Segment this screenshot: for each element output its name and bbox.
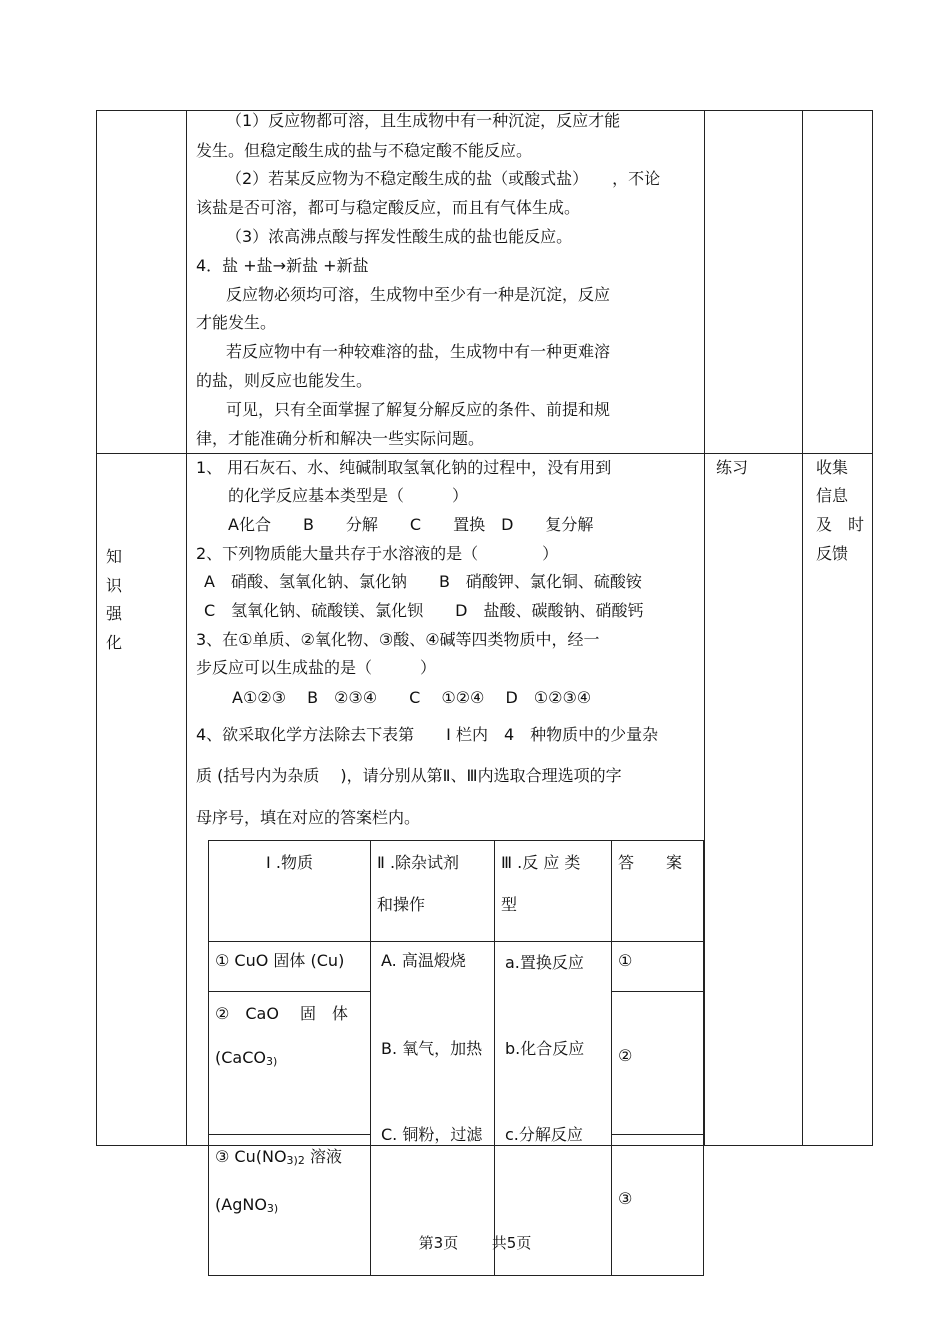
header-cell — [209, 841, 371, 942]
section-label-char: 化 — [105, 633, 122, 652]
text-line: 反应物必须均可溶，生成物中至少有一种是沉淀，反应 — [226, 285, 611, 304]
reagent-cell — [371, 942, 495, 1276]
header-cell — [495, 841, 612, 942]
answer-cell[interactable] — [612, 992, 704, 1135]
header-text: 和操作 — [377, 895, 426, 914]
substance-text-part: (AgNO — [215, 1195, 267, 1214]
substance-text — [215, 1195, 364, 1219]
substance-subscript: 3)2 — [286, 1154, 305, 1167]
substance-text-part: 溶液 — [309, 1147, 342, 1166]
reagent-option: A. 高温煅烧 — [381, 951, 466, 970]
row-divider — [96, 453, 873, 454]
answer-marker: ③ — [618, 1189, 633, 1208]
impurity-table — [208, 840, 704, 1276]
text-line: 该盐是否可溶，都可与稳定酸反应，而且有气体生成。 — [196, 198, 581, 217]
section-label-char: 强 — [105, 604, 122, 623]
text-line: 的盐，则反应也能发生。 — [196, 371, 373, 390]
text-line: 发生。但稳定酸生成的盐与不稳定酸不能反应。 — [196, 141, 533, 160]
substance-text: ① CuO 固体 (Cu) — [215, 951, 345, 970]
header-text: Ⅰ .物质 — [266, 853, 313, 872]
question-line: 步反应可以生成盐的是（ ） — [196, 658, 437, 677]
question-line: 质 (括号内为杂质 )，请分别从第Ⅱ、Ⅲ内选取合理选项的字 — [196, 766, 622, 785]
substance-text — [215, 1048, 364, 1072]
reagent-option: C. 铜粉，过滤 — [381, 1125, 483, 1144]
answer-cell[interactable] — [612, 942, 704, 992]
question-line: 1、 用石灰石、水、纯碱制取氢氧化钠的过程中，没有用到 — [196, 458, 612, 477]
answer-options: C 氢氧化钠、硫酸镁、氯化钡 D 盐酸、碳酸钠、硝酸钙 — [204, 601, 644, 620]
section-label-char: 知 — [105, 547, 122, 566]
question-line: 3、在①单质、②氧化物、③酸、④碱等四类物质中，经一 — [196, 630, 600, 649]
substance-cell — [209, 1135, 371, 1276]
header-text: 答 案 — [618, 853, 683, 872]
answer-options: A化合 B 分解 C 置换 D 复分解 — [228, 515, 594, 534]
reaction-option: a.置换反应 — [505, 953, 584, 972]
answer-options: A 硝酸、氢氧化钠、氯化钠 B 硝酸钾、氯化铜、硫酸铵 — [204, 572, 642, 591]
purpose-line: 信息 — [816, 486, 849, 505]
header-text: 型 — [501, 895, 518, 914]
text-line: 可见，只有全面掌握了解复分解反应的条件、前提和规 — [226, 400, 611, 419]
page-number: 第3页 — [418, 1234, 459, 1252]
question-line: 的化学反应基本类型是（ ） — [228, 486, 469, 505]
text-line: 4．盐 +盐→新盐 +新盐 — [196, 256, 369, 275]
answer-marker: ① — [618, 951, 633, 970]
text-line: （1）反应物都可溶，且生成物中有一种沉淀，反应才能 — [226, 111, 621, 130]
question-line: 母序号，填在对应的答案栏内。 — [196, 808, 421, 827]
col-divider — [186, 110, 187, 1146]
header-cell — [612, 841, 704, 942]
header-text: Ⅲ .反 应 类 — [501, 853, 581, 872]
header-cell — [371, 841, 495, 942]
substance-cell — [209, 942, 371, 992]
purpose-line: 及 时 — [816, 515, 865, 534]
reaction-option: c.分解反应 — [505, 1125, 583, 1144]
substance-text: ② CaO 固 体 — [215, 1004, 349, 1023]
question-line: 4、欲采取化学方法除去下表第 Ⅰ 栏内 4 种物质中的少量杂 — [196, 725, 659, 744]
purpose-line: 反馈 — [816, 544, 849, 563]
answer-cell[interactable] — [612, 1135, 704, 1276]
text-line: 律，才能准确分析和解决一些实际问题。 — [196, 429, 485, 448]
reagent-option: B. 氧气，加热 — [381, 1039, 483, 1058]
text-line: （3）浓高沸点酸与挥发性酸生成的盐也能反应。 — [226, 227, 573, 246]
substance-text-part: ③ Cu(NO — [215, 1147, 287, 1166]
reaction-type-cell — [495, 942, 612, 1276]
substance-text-part: (CaCO — [215, 1048, 266, 1067]
substance-text — [215, 1147, 364, 1171]
header-text: Ⅱ .除杂试剂 — [377, 853, 460, 872]
text-line: 才能发生。 — [196, 313, 277, 332]
table-row — [209, 942, 704, 992]
substance-cell — [209, 992, 371, 1135]
question-line: 2、下列物质能大量共存于水溶液的是（ ） — [196, 544, 559, 563]
text-line: 若反应物中有一种较难溶的盐，生成物中有一种更难溶 — [226, 342, 611, 361]
reaction-option: b.化合反应 — [505, 1039, 585, 1058]
section-label-char: 识 — [105, 576, 122, 595]
page-footer — [0, 1232, 950, 1253]
table-header-row — [209, 841, 704, 942]
purpose-line: 收集 — [816, 458, 849, 477]
col-divider — [802, 110, 803, 1146]
answer-marker: ② — [618, 1046, 633, 1065]
col-divider — [704, 110, 705, 1146]
text-line: （2）若某反应物为不稳定酸生成的盐（或酸式盐） ，不论 — [226, 169, 661, 188]
substance-subscript: 3) — [266, 1202, 279, 1215]
answer-options: A①②③ B ②③④ C ①②④ D ①②③④ — [232, 688, 592, 707]
substance-subscript: 3) — [265, 1055, 278, 1068]
activity-label: 练习 — [716, 458, 749, 477]
page-total: 共5页 — [491, 1234, 532, 1252]
